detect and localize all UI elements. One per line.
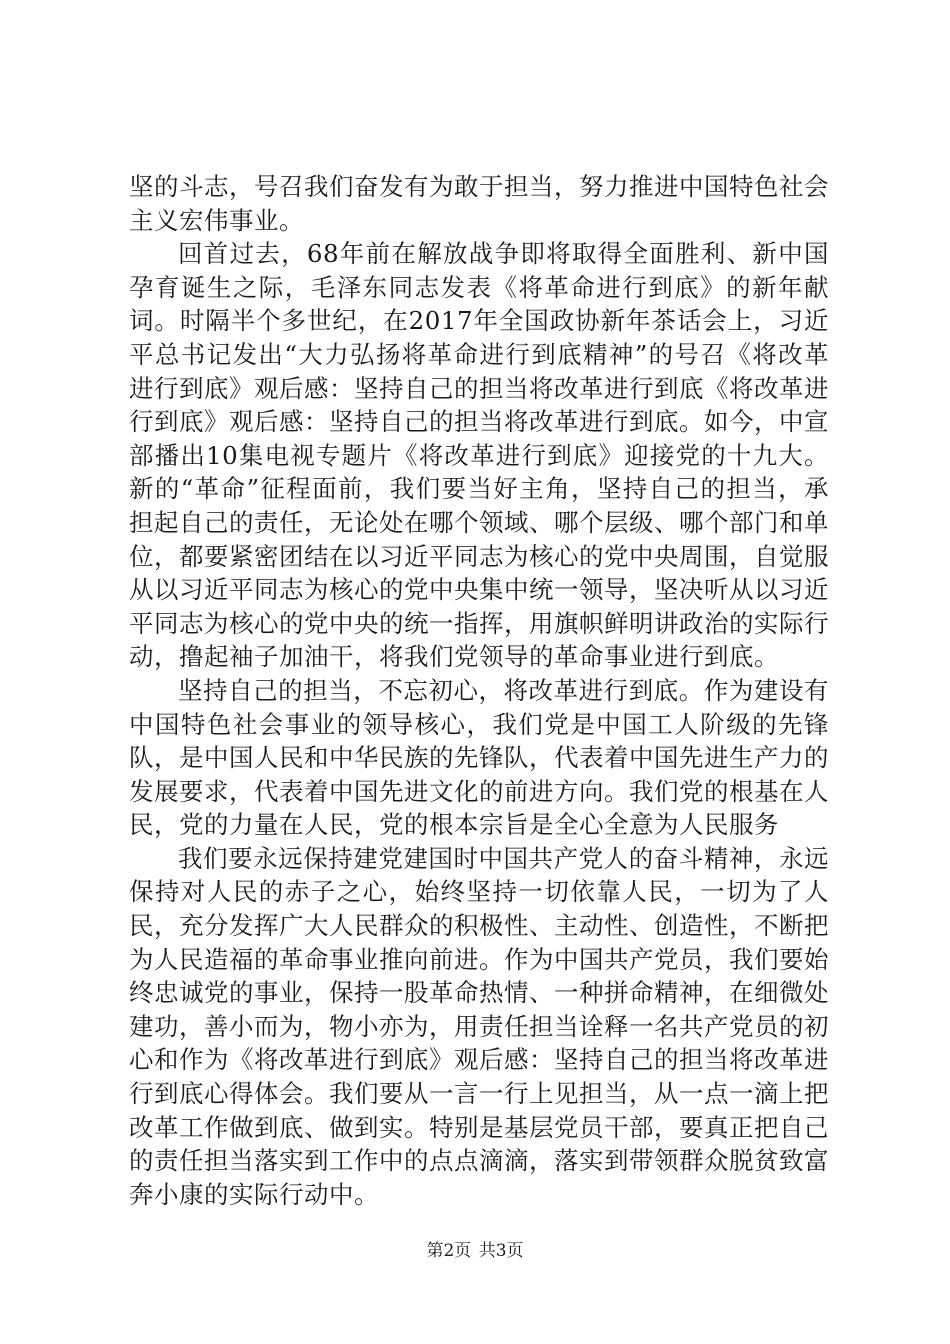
- page-total: 共3页: [478, 1241, 524, 1261]
- paragraph-struggle-spirit: 我们要永远保持建党建国时中国共产党人的奋斗精神，永远保持对人民的赤子之心，始终坚持一切依靠人民，一切为了人民，充分发挥广大人民群众的积极性、主动性、创造性，不断把为人民造福的革命事业推向前进。作为中国共产党员，我们要始终忠诚党的事业，保持一股革命热情、一种拼命精神，在细微处建功，善小而为，物小亦为，用责任担当诠释一名共产党员的初心和作为《将改革进行到底》观后感：坚持自己的担当将改革进行到底心得体会。我们要从一言一行上见担当，从一点一滴上把改革工作做到底、做到实。特别是基层党员干部，要真正把自己的责任担当落实到工作中的点点滴滴，落实到带领群众脱贫致富奔小康的实际行动中。: [129, 843, 829, 1209]
- document-body: [129, 170, 829, 1211]
- page-number: 第2页: [426, 1241, 472, 1261]
- paragraph-retrospect: 回首过去，68年前在解放战争即将取得全面胜利、新中国孕育诞生之际，毛泽东同志发表《将革命进行到底》的新年献词。时隔半个多世纪，在2017年全国政协新年茶话会上，习近平总书记发出“大力弘扬将革命进行到底精神”的号召《将改革进行到底》观后感：坚持自己的担当将改革进行到底《将改革进行到底》观后感：坚持自己的担当将改革进行到底。如今，中宣部播出10集电视专题片《将改革进行到底》迎接党的十九大。新的“革命”征程面前，我们要当好主角，坚持自己的担当，承担起自己的责任，无论处在哪个领域、哪个层级、哪个部门和单位，都要紧密团结在以习近平同志为核心的党中央周围，自觉服从以习近平同志为核心的党中央集中统一领导，坚决听从以习近平同志为核心的党中央的统一指挥，用旗帜鲜明讲政治的实际行动，撸起袖子加油干，将我们党领导的革命事业进行到底。: [129, 239, 829, 672]
- page-footer: [0, 1240, 950, 1262]
- paragraph-continued: 坚的斗志，号召我们奋发有为敢于担当，努力推进中国特色社会主义宏伟事业。: [129, 172, 829, 235]
- paragraph-original-aspiration: 坚持自己的担当，不忘初心，将改革进行到底。作为建设有中国特色社会事业的领导核心，我们党是中国工人阶级的先锋队，是中国人民和中华民族的先锋队，代表着中国先进生产力的发展要求，代表着中国先进文化的前进方向。我们党的根基在人民，党的力量在人民，党的根本宗旨是全心全意为人民服务: [129, 675, 829, 840]
